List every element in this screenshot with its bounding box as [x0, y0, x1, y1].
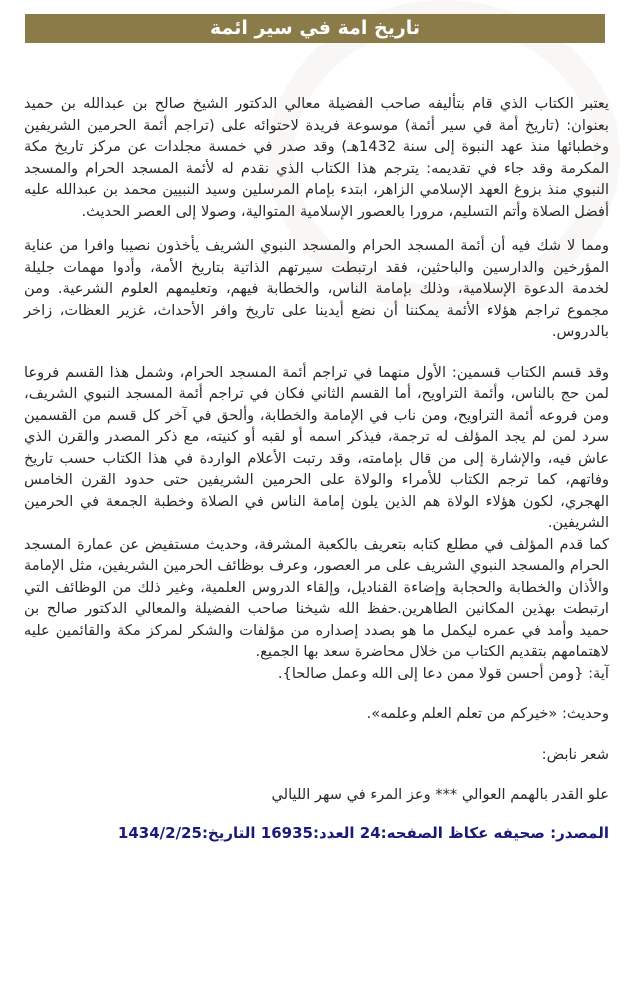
ayah-line: آية: {ومن أحسن قولا ممن دعا إلى الله وعمل صالحا}. [277, 664, 609, 682]
source-citation: المصدر: صحيفه عكاظ الصفحه:24 العدد:16935 التاريخ:1434/2/25 [117, 823, 609, 842]
poetry-label: شعر نابض: [541, 745, 609, 763]
hadith-line: وحديث: «خيركم من تعلم العلم وعلمه». [366, 705, 609, 722]
paragraph-imams: ومما لا شك فيه أن أئمة المسجد الحرام والمسجد النبوي الشريف يأخذون نصيبا وافرا من عناية المؤرخين والدارسين والباحثين، فقد ارتبطت سيرتهم الذاتية بتاريخ الأمة، وأدوا مهمات جليلة لخدمة الدعوة الإسلامية، وذلك بإمامة الناس، والخطابة فيهم، وتعليمهم العلوم الشرعية. ومن مجموع تراجم هؤلاء الأئمة يمكننا أن نضع أيدينا على تاريخ وافر الأحداث، غزير العظات، زاخر بالدروس. [24, 237, 609, 340]
article-title: تاريخ امة في سير ائمة [25, 14, 605, 43]
poetry-verse: علو القدر بالهمم العوالي *** وعز المرء في سهر الليالي [271, 786, 609, 803]
paragraph-structure: وقد قسم الكتاب قسمين: الأول منهما في تراجم أئمة المسجد الحرام، وشمل هذا القسم فروعا لمن حج بالناس، وأئمة التراويح، أما القسم الثاني فكان في تراجم أئمة المسجد النبوي الشريف، ومن فروعه أئمة التراويح، ومن ناب في الإمامة والخطابة، وألحق في آخر كل قسم من القسمين سرد لمن لم يجد المؤلف له ترجمة، فيذكر اسمه أو لقبه أو كنيته، مع ذكر المصدر والقرن الذي عاش فيه، والإشارة إلى من قال بإمامته، وقد رتبت الأعلام الواردة في هذا الكتاب حسب تاريخ وفاتهم، كما ترجم الكتاب للأمراء والولاة على الحرمين الشريفين حتى حدود القرن الخامس الهجري، لكون هؤلاء الولاة هم الذين يلون إمامة الناس في الصلاة وخطبة الجمعة في الحرمين الشريفين. [24, 363, 609, 531]
article-body [24, 93, 609, 844]
paragraph-conclusion: كما قدم المؤلف في مطلع كتابه بتعريف بالكعبة المشرفة، وحديث مستفيض عن عمارة المسجد الحرام والمسجد النبوي الشريف على مر العصور، وعرف بوظائف الحرمين الشريفين، مثل الإمامة والأذان والخطابة والحجابة وإضاءة القناديل، وإلقاء الدروس العلمية، وغير ذلك من الوظائف التي ارتبطت بهذين المكانين الطاهرين.حفظ الله شيخنا صاحب الفضيلة والمعالي الدكتور صالح بن حميد وأمد في عمره ليكمل ما هو بصدد إصداره من مؤلفات والشكر لمركز مكة والقائمين عليه لاهتمامهم بتقديم الكتاب من خلال محاضرة سعد بها الجميع. [24, 535, 609, 660]
paragraph-intro: يعتبر الكتاب الذي قام بتأليفه صاحب الفضيلة معالي الدكتور الشيخ صالح بن عبدالله بن حميد بعنوان: (تاريخ أمة في سير أئمة) موسوعة فريدة لاحتوائه على (تراجم أئمة الحرمين الشريفين وخطبائها منذ عهد النبوة إلى سنة 1432هـ) وقد صدر في خمسة مجلدات عن مركز تاريخ مكة المكرمة وقد جاء في تقديمه: يترجم هذا الكتاب الذي نقدم له لأئمة المسجد الحرام والمسجد النبوي منذ بزوغ العهد الإسلامي الزاهر، ابتدء بإمام المرسلين وسيد النبيين محمد بن عبدالله عليه أفضل الصلاة وأتم التسليم، مرورا بالعصور الإسلامية المتوالية، وصولا إلى العصر الحديث. [24, 95, 609, 220]
